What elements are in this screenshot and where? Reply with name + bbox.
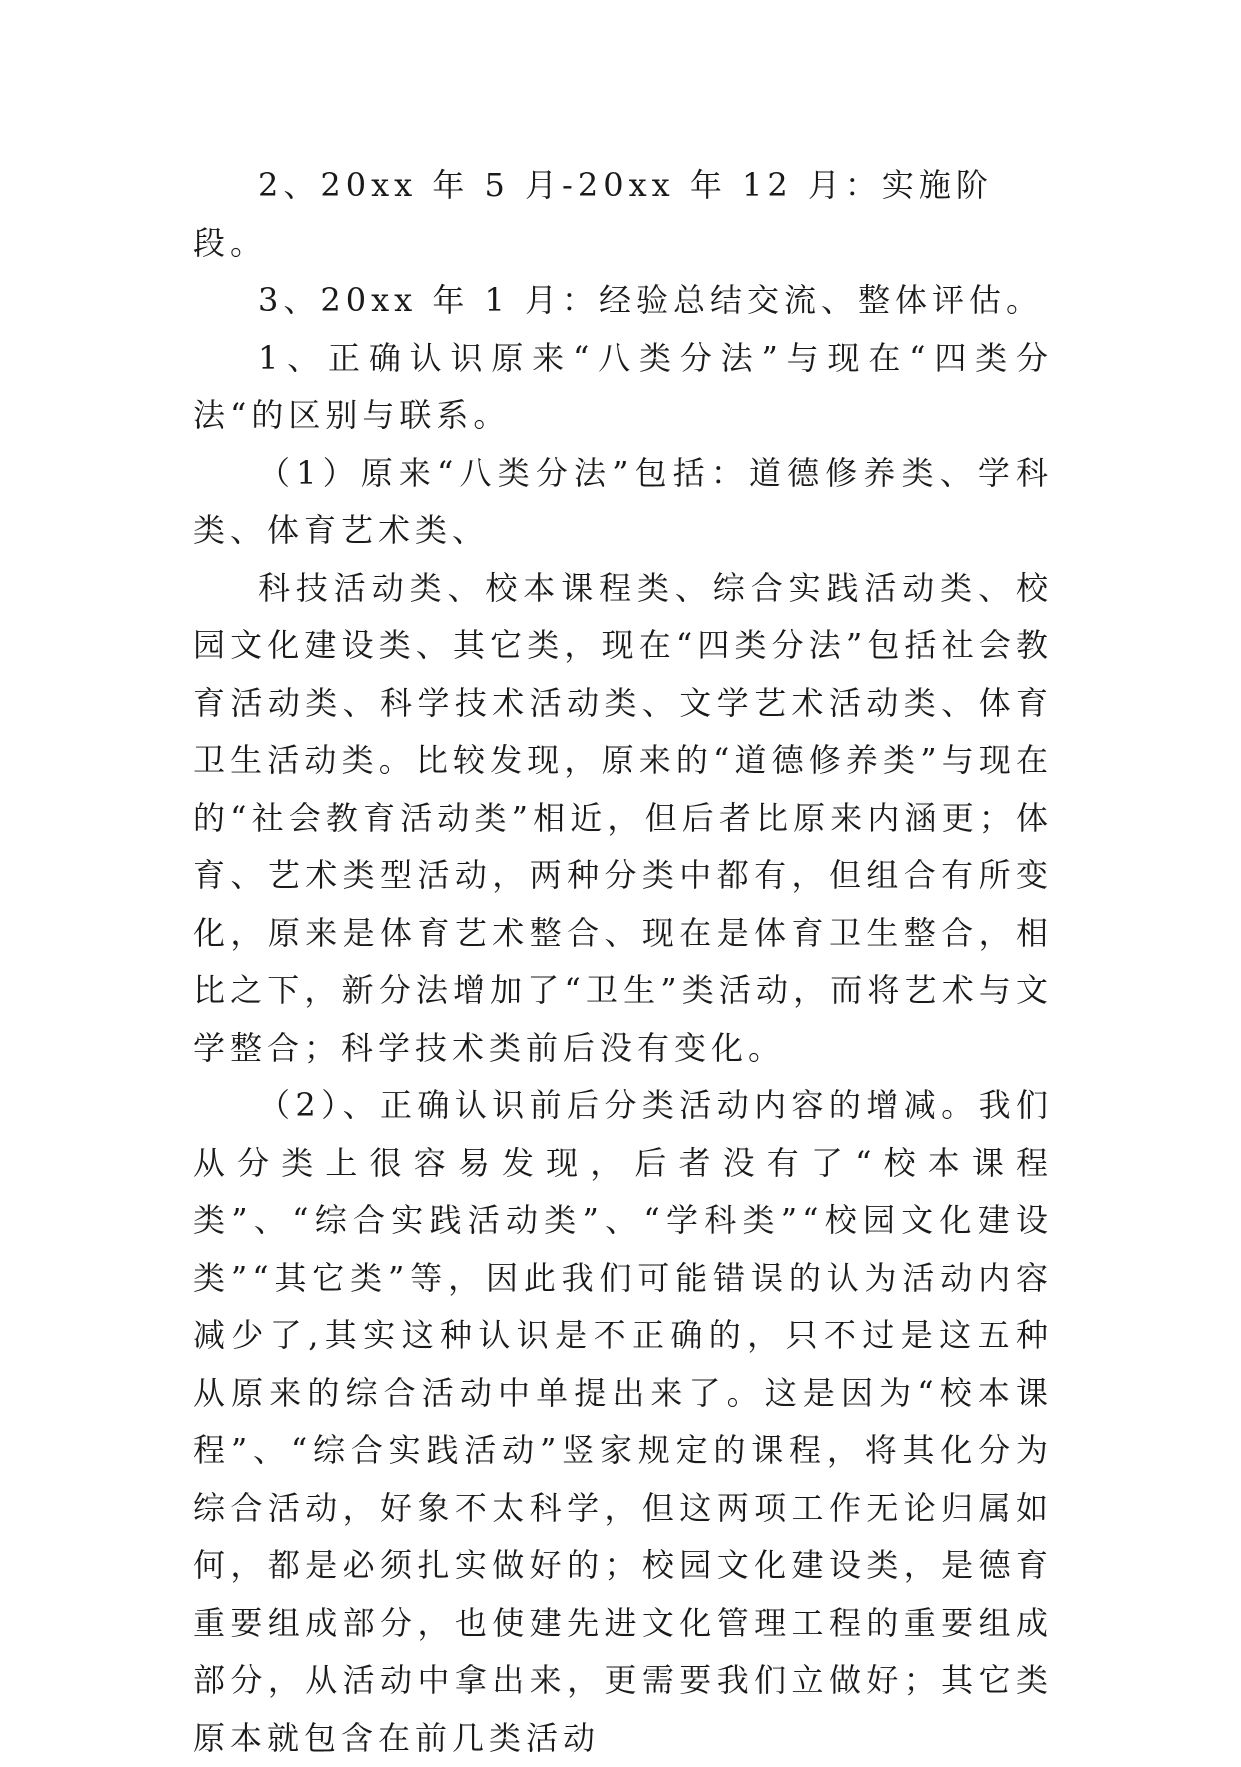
paragraph-content-changes: （2）、正确认识前后分类活动内容的增减。我们从分类上很容易发现，后者没有了“校本课程类”、“综合实践活动类”、“学科类”“校园文化建设类”“其它类”等，因此我们可能错误的认为活动内容减少了,其实这种认识是不正确的，只不过是这五种从原来的综合活动中单提出来了。这是因为“校本课程”、“综合实践活动”竖家规定的课程，将其化分为综合活动，好象不太科学，但这两项工作无论归属如何，都是必须扎实做好的；校园文化建设类，是德育重要组成部分，也使建先进文化管理工程的重要组成部分，从活动中拿出来，更需要我们立做好；其它类原本就包含在前几类活动 — [193, 1086, 1053, 1757]
paragraph-summary-stage: 3、20xx 年 1 月：经验总结交流、整体评估。 — [258, 281, 1044, 319]
paragraph-implementation-stage: 2、20xx 年 5 月-20xx 年 12 月：实施阶段。 — [193, 166, 993, 262]
paragraph-four-categories: 科技活动类、校本课程类、综合实践活动类、校园文化建设类、其它类，现在“四类分法”包括社会教育活动类、科学技术活动类、文学艺术活动类、体育卫生活动类。比较发现，原来的“道德修养类”与现在的“社会教育活动类”相近，但后者比原来内涵更；体育、艺术类型活动，两种分类中都有，但组合有所变化，原来是体育艺术整合、现在是体育卫生整合，相比之下，新分法增加了“卫生”类活动，而将艺术与文学整合；科学技术类前后没有变化。 — [193, 568, 1053, 1067]
paragraph-eight-categories: （1）原来“八类分法”包括：道德修养类、学科类、体育艺术类、 — [193, 453, 1053, 549]
document-body — [193, 157, 1053, 1767]
paragraph-classification-comparison: 1、正确认识原来“八类分法”与现在“四类分法“的区别与联系。 — [193, 338, 1053, 434]
